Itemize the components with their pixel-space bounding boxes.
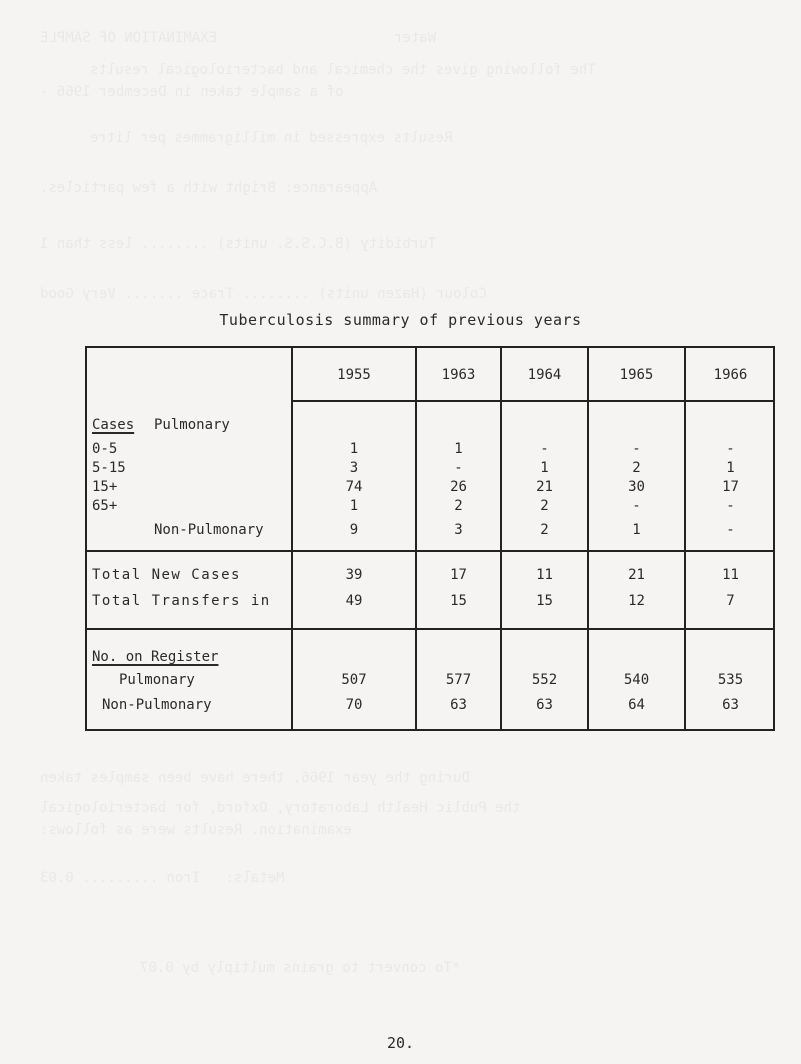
year-header: 1965 (619, 367, 654, 383)
table-cell: 15 (450, 593, 467, 609)
table-cell: 30 (628, 479, 645, 495)
table-cell: 49 (345, 593, 363, 609)
table-cell: 7 (726, 593, 735, 609)
register-label: No. on Register (92, 649, 219, 665)
table-cell: - (540, 441, 549, 457)
table-cell: 2 (540, 498, 549, 514)
row-label: Total New Cases (92, 567, 241, 583)
table-cell: 17 (450, 567, 467, 583)
table-cell: 577 (445, 672, 472, 688)
row-label: 65+ (92, 498, 118, 514)
bleed-through-text: During the year 1966, there have been samples taken (40, 770, 470, 786)
bleed-through-text: Metals: Iron ......... 0.03 (40, 870, 285, 886)
tuberculosis-table (85, 346, 775, 731)
year-header: 1963 (441, 367, 476, 383)
row-label: 5-15 (92, 460, 126, 476)
table-cell: 3 (454, 522, 463, 538)
cases-label: Cases (92, 417, 135, 433)
row-label: 15+ (92, 479, 118, 495)
table-cell: 15 (536, 593, 553, 609)
table-cell: 1 (726, 460, 735, 476)
row-label: Non-Pulmonary (154, 522, 264, 538)
table-cell: 1 (632, 522, 641, 538)
table-cell: 11 (536, 567, 553, 583)
table-cell: - (454, 460, 463, 476)
table-cell: - (726, 441, 735, 457)
table-cell: 2 (454, 498, 463, 514)
row-label: 0-5 (92, 441, 118, 457)
table-cell: 1 (349, 441, 359, 457)
bleed-through-text: *To convert to grains multiply by 0.07 (140, 960, 461, 976)
table-cell: 552 (531, 672, 558, 688)
table-cell: 17 (722, 479, 739, 495)
table-cell: 21 (628, 567, 645, 583)
table-cell: 63 (722, 697, 739, 713)
table-cell: - (632, 498, 641, 514)
page-number: 20. (386, 1034, 415, 1052)
table-cell: 63 (450, 697, 467, 713)
table-cell: 3 (349, 460, 359, 476)
table-cell: 39 (345, 567, 363, 583)
table-cell: - (726, 498, 735, 514)
table-cell: 1 (540, 460, 549, 476)
table-cell: 74 (345, 479, 363, 495)
table-cell: 2 (540, 522, 549, 538)
bleed-through-text: Turbidity (B.C.S.S. units) ........ less than 1 (40, 236, 437, 252)
table-cell: 11 (722, 567, 739, 583)
table-cell: 64 (628, 697, 645, 713)
table-cell: 2 (632, 460, 641, 476)
bleed-through-text: Colour (Hazen units) ........ Trace ....... Very Good (40, 286, 487, 302)
table-cell: 540 (623, 672, 650, 688)
table-cell: - (726, 522, 735, 538)
table-cell: 26 (450, 479, 467, 495)
table-cell: 1 (454, 441, 463, 457)
row-label: Non-Pulmonary (102, 697, 212, 713)
bleed-through-text: of a sample taken in December 1966 - (40, 84, 344, 100)
row-label: Total Transfers in (92, 593, 271, 609)
table-cell: 507 (341, 672, 367, 688)
bleed-through-text: examination. Results were as follows: (40, 822, 352, 838)
pulmonary-label: Pulmonary (154, 417, 230, 433)
bleed-through-text: the Public Health Laboratory, Oxford, for bacteriological (40, 800, 521, 816)
bleed-through-text: Water EXAMINATION OF SAMPLE (40, 30, 437, 46)
bleed-through-text: Results expressed in milligrammes per litre (90, 130, 453, 146)
table-cell: 535 (717, 672, 744, 688)
page-title: Tuberculosis summary of previous years (219, 311, 582, 329)
row-label: Pulmonary (119, 672, 195, 688)
year-header: 1966 (713, 367, 748, 383)
year-header: 1955 (337, 367, 371, 383)
bleed-through-text: The following gives the chemical and bacteriological results (90, 62, 596, 78)
table-cell: 1 (349, 498, 359, 514)
table-cell: - (632, 441, 641, 457)
bleed-through-text: Appearance: Bright with a few particles. (40, 180, 378, 196)
table-cell: 70 (345, 697, 363, 713)
table-cell: 9 (349, 522, 359, 538)
table-cell: 21 (536, 479, 553, 495)
year-header: 1964 (527, 367, 562, 383)
table-cell: 12 (628, 593, 645, 609)
table-cell: 63 (536, 697, 553, 713)
